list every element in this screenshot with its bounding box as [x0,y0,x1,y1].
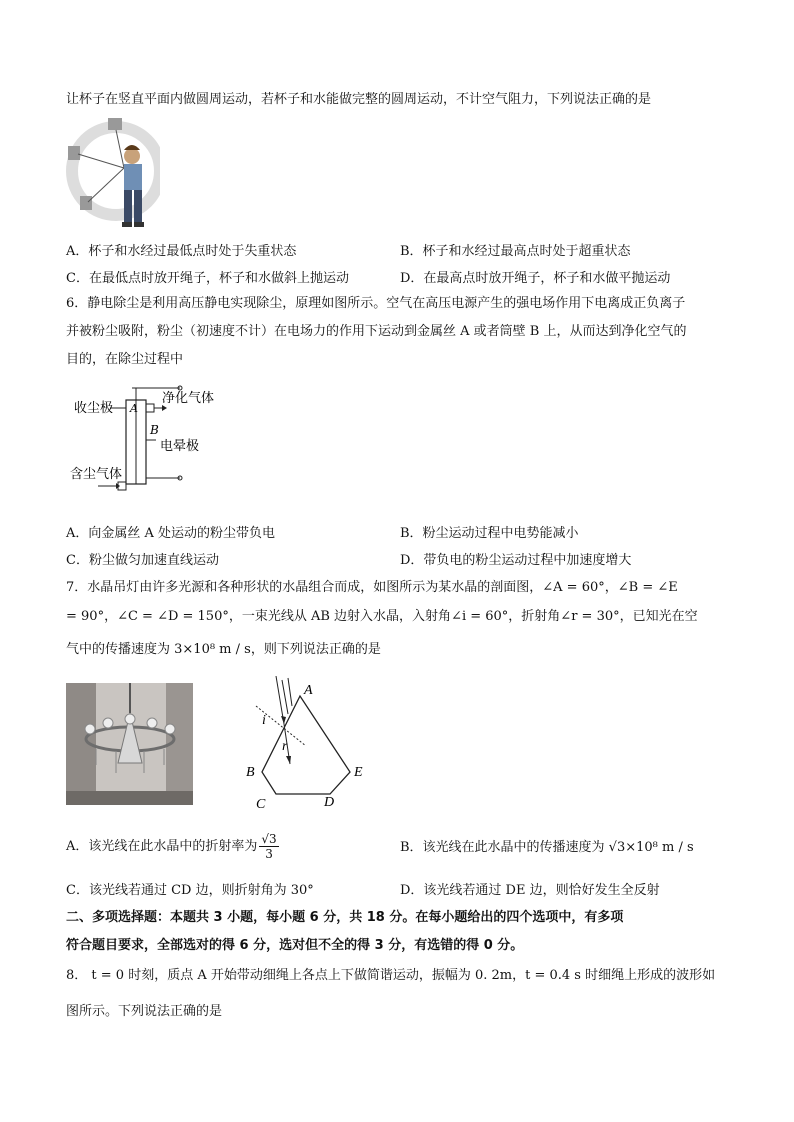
q7-figure-crystal-section [226,676,376,814]
q7-option-c: C．该光线若通过 CD 边，则折射角为 30° [66,883,314,898]
q6-option-a: A．向金属丝 A 处运动的粉尘带负电 [66,526,276,541]
q7-option-b: B．该光线在此水晶中的传播速度为 √3×10⁸ m / s [400,840,694,855]
angle-i: i [262,713,266,728]
section-2-heading-line-2: 符合题目要求，全部选对的得 6 分，选对但不全的得 3 分，有选错的得 0 分。 [66,938,524,953]
q6-figure-electrostatic-precipitator [70,378,240,502]
q5-figure-swinging-cup [64,116,160,232]
q7-figure-chandelier-photo [66,683,193,805]
q7-option-a-text: A．该光线在此水晶中的折射率为 [66,839,258,854]
q5-option-d: D．在最高点时放开绳子，杯子和水做平抛运动 [400,271,671,286]
label-corona: 电晕极 [160,439,200,454]
q8-line-1: 8． t = 0 时刻，质点 A 开始带动细绳上各点上下做简谐运动，振幅为 0. 2m，t = 0.4 s 时细绳上形成的波形如 [66,968,716,983]
q5-option-b: B．杯子和水经过最高点时处于超重状态 [400,244,631,259]
label-clean-gas: 净化气体 [162,391,215,406]
vertex-b: B [246,765,255,780]
vertex-e: E [354,765,363,780]
q6-option-d: D．带负电的粉尘运动过程中加速度增大 [400,553,632,568]
fraction-denominator: 3 [265,847,273,861]
q6-line-2: 并被粉尘吸附，粉尘（初速度不计）在电场力的作用下运动到金属丝 A 或者筒壁 B 上，从而达到净化空气的 [66,324,687,339]
q7-line-1: 7．水晶吊灯由许多光源和各种形状的水晶组合而成，如图所示为某水晶的剖面图，∠A = 60°，∠B = ∠E [66,580,678,595]
angle-r: r [282,739,288,754]
q7-option-a-fraction [259,832,278,861]
label-b: B [150,423,159,437]
section-2-heading-line-1: 二、多项选择题：本题共 3 小题，每小题 6 分，共 18 分。在每小题给出的四个选项中，有多项 [66,910,624,925]
q5-option-c: C．在最低点时放开绳子，杯子和水做斜上抛运动 [66,271,349,286]
fraction-numerator: √3 [261,832,277,846]
q6-line-1: 6．静电除尘是利用高压静电实现除尘，原理如图所示。空气在高压电源产生的强电场作用下电离成正负离子 [66,296,686,311]
vertex-d: D [324,795,335,810]
vertex-a: A [304,683,313,698]
q6-option-b: B．粉尘运动过程中电势能减小 [400,526,579,541]
label-a: A [130,402,138,415]
label-dusty-gas: 含尘气体 [70,467,123,482]
q7-option-d: D．该光线若通过 DE 边，则恰好发生全反射 [400,883,660,898]
q6-line-3: 目的，在除尘过程中 [66,352,184,367]
q7-line-3: 气中的传播速度为 3×10⁸ m / s，则下列说法正确的是 [66,642,381,657]
label-collector: 收尘极 [74,401,114,416]
q5-stem: 让杯子在竖直平面内做圆周运动，若杯子和水能做完整的圆周运动，不计空气阻力，下列说法正确的是 [66,92,652,107]
q6-option-c: C．粉尘做匀加速直线运动 [66,553,219,568]
q7-line-2: = 90°，∠C = ∠D = 150°，一束光线从 AB 边射入水晶，入射角∠i = 60°，折射角∠r = 30°，已知光在空 [66,609,698,624]
q8-line-2: 图所示。下列说法正确的是 [66,1004,223,1019]
q5-option-a: A．杯子和水经过最低点时处于失重状态 [66,244,297,259]
vertex-c: C [256,797,266,812]
q7-option-a [66,832,281,861]
